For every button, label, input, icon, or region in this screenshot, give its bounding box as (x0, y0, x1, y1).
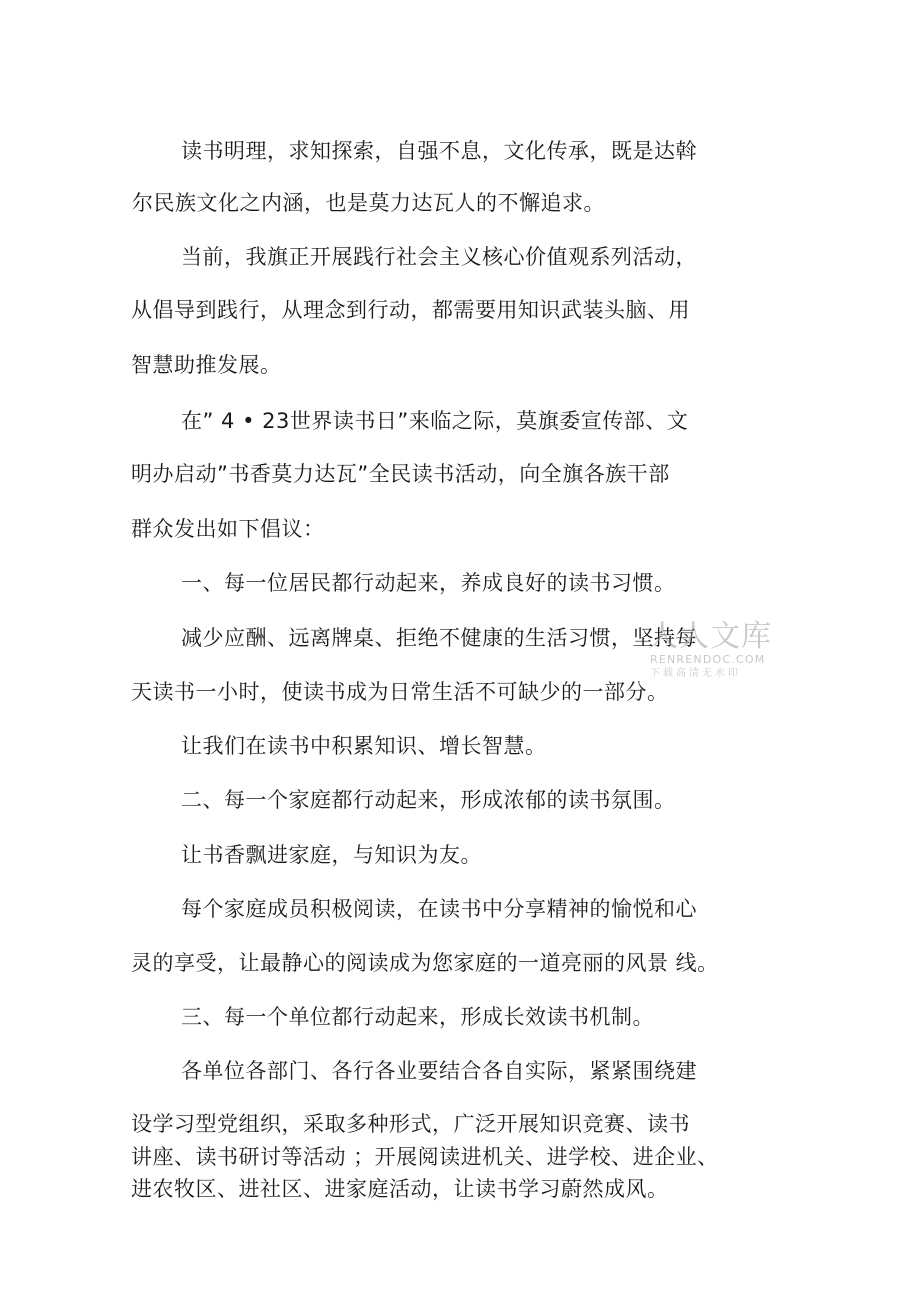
text-line: 各单位各部门、各行各业要结合各自实际，紧紧围绕建 (181, 1059, 697, 1083)
text-line: 让我们在读书中积累知识、增长智慧。 (181, 734, 547, 758)
text-line: 从倡导到践行，从理念到行动，都需要用知识武装头脑、用 (131, 298, 690, 322)
text-line: 减少应酬、远离牌桌、拒绝不健康的生活习惯，坚持每 (181, 626, 697, 650)
text-line: 每个家庭成员积极阅读，在读书中分享精神的愉悦和心 (181, 897, 697, 921)
watermark-title: 人人文库 (648, 619, 772, 654)
text-line: 进农牧区、进社区、进家庭活动，让读书学习蔚然成风。 (131, 1177, 669, 1201)
text-line: 一、每一位居民都行动起来，养成良好的读书习惯。 (181, 571, 676, 595)
text-line: 群众发出如下倡议： (131, 517, 325, 541)
text-line: 智慧助推发展。 (131, 353, 282, 377)
watermark-tagline: 下载高清无水印 (650, 668, 741, 679)
text-line: 读书明理，求知探索，自强不息，文化传承，既是达斡 (181, 139, 697, 163)
text-line: 天读书一小时，使读书成为日常生活不可缺少的一部分。 (131, 680, 669, 704)
watermark-domain: RENRENDOC.COM (650, 653, 766, 666)
text-line: 讲座、读书研讨等活动 ；开展阅读进机关、进学校、进企业、 (131, 1145, 719, 1169)
text-line: 当前，我旗正开展践行社会主义核心价值观系列活动， (181, 245, 697, 269)
text-line: 灵的享受，让最静心的阅读成为您家庭的一道亮丽的风景 线。 (131, 951, 719, 975)
text-line: 二、每一个家庭都行动起来，形成浓郁的读书氛围。 (181, 788, 676, 812)
text-line: 设学习型党组织，采取多种形式，广泛开展知识竞赛、读书 (131, 1112, 690, 1136)
text-line: 尔民族文化之内涵，也是莫力达瓦人的不懈追求。 (132, 191, 605, 215)
watermark (648, 620, 778, 690)
text-line: 在” 4 • 23世界读书日”来临之际，莫旗委宣传部、文 (181, 409, 689, 433)
text-line: 让书香飘进家庭，与知识为友。 (181, 843, 482, 867)
text-line: 明办启动”书香莫力达瓦”全民读书活动，向全旗各族干部 (131, 462, 670, 486)
text-line: 三、每一个单位都行动起来，形成长效读书机制。 (181, 1005, 654, 1029)
